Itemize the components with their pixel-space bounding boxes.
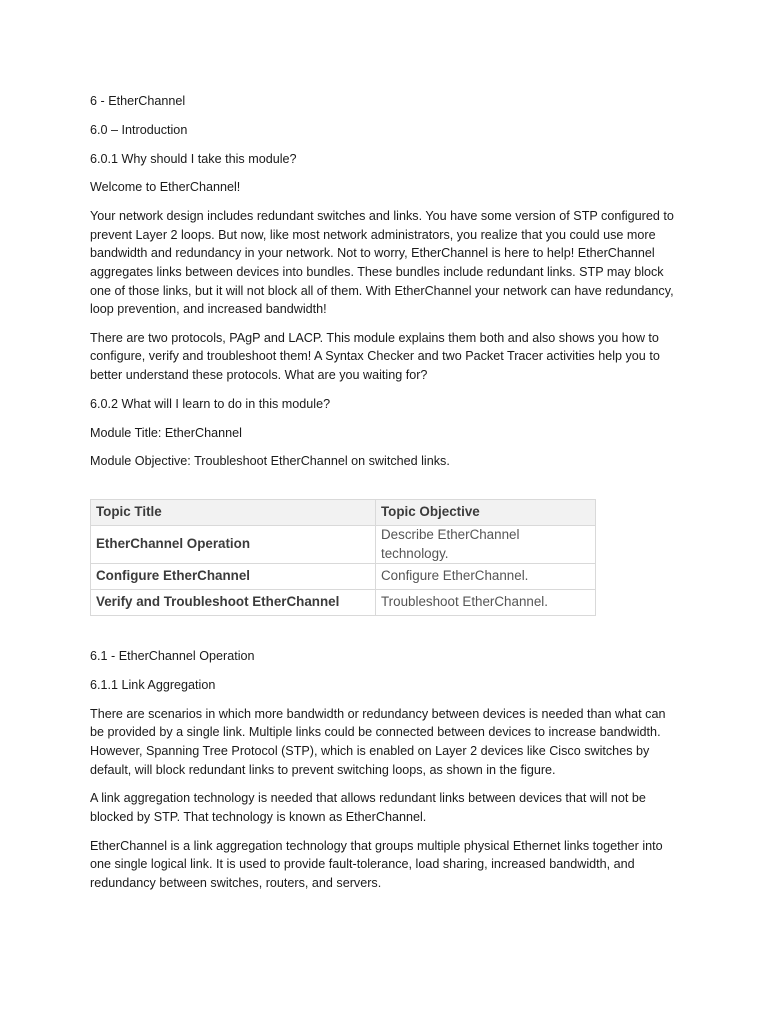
welcome-text: Welcome to EtherChannel! (90, 180, 241, 195)
document-body (90, 92, 680, 903)
why-heading: 6.0.1 Why should I take this module? (90, 151, 297, 166)
table-row (91, 526, 596, 564)
scenarios-paragraph: There are scenarios in which more bandwidth or redundancy between devices is needed than what can be provided by a single link. Multiple links could be connected between devices to increase bandwidth. However, Spanning Tree Protocol (STP), which is enabled on Layer 2 devices like Cisco switches by default, will block redundant links to prevent switching loops, as shown in the figure. (90, 706, 666, 777)
topic-title-cell: Configure EtherChannel (91, 564, 376, 590)
learn-heading: 6.0.2 What will I learn to do in this module? (90, 396, 331, 411)
topic-title-cell: Verify and Troubleshoot EtherChannel (91, 590, 376, 616)
protocols-paragraph: There are two protocols, PAgP and LACP. This module explains them both and also shows you how to configure, verify and troubleshoot them! A Syntax Checker and two Packet Tracer activities help you to better understand these protocols. What are you waiting for? (90, 330, 660, 383)
header-topic-objective: Topic Objective (376, 500, 596, 526)
topic-objective-cell: Describe EtherChannel technology. (376, 526, 596, 564)
module-objective: Module Objective: Troubleshoot EtherChannel on switched links. (90, 454, 450, 469)
etherchannel-paragraph: EtherChannel is a link aggregation technology that groups multiple physical Ethernet links together into one single logical link. It is used to provide fault-tolerance, load sharing, increased bandwidth, and redundancy between switches, routers, and servers. (90, 838, 663, 890)
table-row (91, 564, 596, 590)
topics-table-wrapper (90, 499, 596, 616)
link-technology-paragraph: A link aggregation technology is needed that allows redundant links between devices that will not be blocked by STP. That technology is known as EtherChannel. (90, 791, 646, 824)
header-topic-title: Topic Title (91, 500, 376, 526)
section-heading: 6 - EtherChannel (90, 94, 186, 108)
table-row (91, 590, 596, 616)
topic-objective-cell: Configure EtherChannel. (376, 564, 596, 590)
design-paragraph: Your network design includes redundant switches and links. You have some version of STP configured to prevent Layer 2 loops. But now, like most network administrators, you realize that you could use more bandwidth and redundancy in your network. Not to worry, EtherChannel is here to help! EtherChannel aggregates links between devices into bundles. These bundles include redundant links. STP may block one of those links, but it will not block all of them. With EtherChannel your network can have redundancy, loop prevention, and increased bandwidth! (90, 209, 674, 317)
module-title: Module Title: EtherChannel (90, 425, 242, 440)
intro-heading: 6.0 – Introduction (90, 122, 188, 137)
topics-table (90, 499, 596, 616)
table-header-row (91, 500, 596, 526)
operation-heading: 6.1 - EtherChannel Operation (90, 649, 255, 664)
topic-objective-cell: Troubleshoot EtherChannel. (376, 590, 596, 616)
link-aggregation-heading: 6.1.1 Link Aggregation (90, 677, 216, 692)
topic-title-cell: EtherChannel Operation (91, 526, 376, 564)
